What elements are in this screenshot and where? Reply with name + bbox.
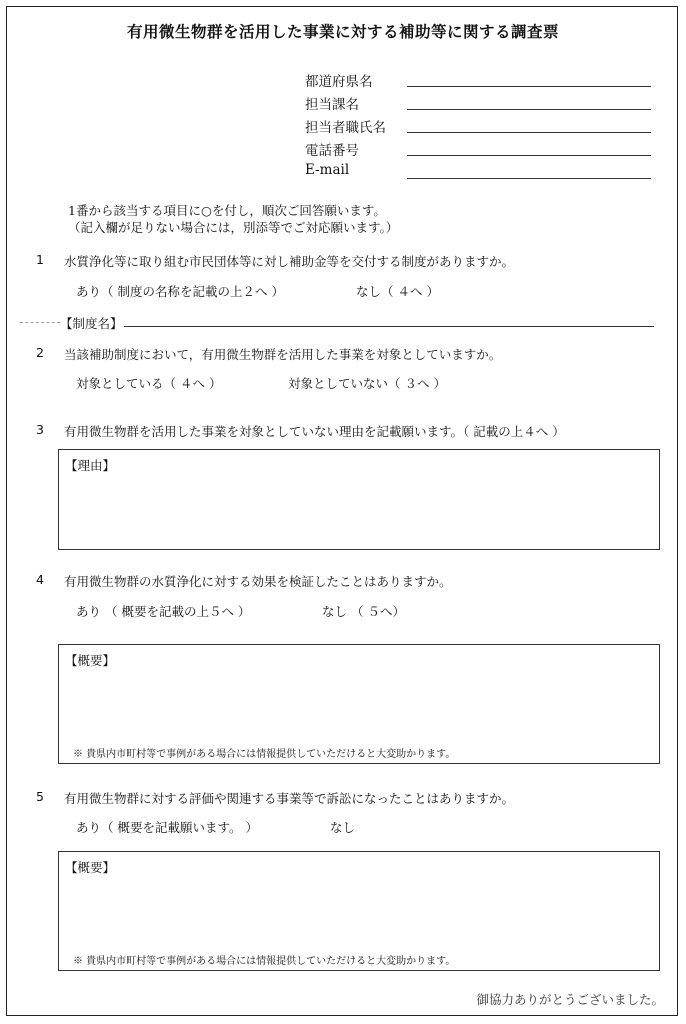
question-3-number: 3 (36, 422, 44, 437)
program-name-label: 【制度名】 (60, 316, 123, 331)
scan-mark (20, 322, 60, 323)
question-5-text: 有用微生物群に対する評価や関連する事業等で訴訟になったことはありますか。 (64, 791, 515, 806)
instruction-line-2: （記入欄が足りない場合には，別添等でご対応願います。） (68, 220, 399, 235)
phone-input-line[interactable] (407, 155, 651, 156)
verification-box-note: ※ 貴県内市町村等で事例がある場合には情報提供していただけると大変助かります。 (73, 749, 456, 760)
reason-answer-box[interactable] (58, 449, 660, 550)
question-1-option-yes[interactable]: あり（ 制度の名称を記載の上２へ ） (76, 284, 284, 299)
program-name-input-line[interactable] (124, 326, 654, 327)
litigation-box-note: ※ 貴県内市町村等で事例がある場合には情報提供していただけると大変助かります。 (73, 956, 456, 967)
prefecture-input-line[interactable] (407, 86, 651, 87)
question-2-number: 2 (36, 345, 44, 360)
question-1-number: 1 (36, 252, 44, 267)
question-2-option-yes[interactable]: 対象としている（ ４へ ） (76, 376, 222, 391)
question-1-option-no[interactable]: なし（ ４へ ） (356, 284, 439, 299)
email-label: E-mail (305, 162, 350, 178)
question-1-text: 水質浄化等に取り組む市民団体等に対し補助金等を交付する制度がありますか。 (64, 254, 515, 269)
officer-name-label: 担当者職氏名 (305, 120, 386, 136)
instruction-line-1: 1番から該当する項目に○を付し，順次ご回答願います。 (68, 203, 386, 218)
officer-name-input-line[interactable] (407, 132, 651, 133)
question-4-option-yes[interactable]: あり （ 概要を記載の上５へ ） (76, 604, 251, 619)
department-input-line[interactable] (407, 109, 651, 110)
phone-label: 電話番号 (305, 143, 359, 159)
question-4-option-no[interactable]: なし （ ５へ） (322, 604, 405, 619)
question-2-option-no[interactable]: 対象としていない（ ３へ ） (288, 376, 446, 391)
prefecture-label: 都道府県名 (305, 74, 373, 90)
question-5-option-yes[interactable]: あり（ 概要を記載願います。 ） (76, 820, 258, 835)
question-5-number: 5 (36, 789, 44, 804)
reason-box-label: 【理由】 (65, 458, 116, 473)
page-title: 有用微生物群を活用した事業に対する補助等に関する調査票 (126, 23, 559, 41)
closing-message: 御協力ありがとうございました。 (476, 992, 664, 1007)
question-5-option-no[interactable]: なし (330, 820, 356, 835)
verification-box-label: 【概要】 (65, 653, 116, 668)
verification-summary-box[interactable] (58, 644, 660, 764)
litigation-box-label: 【概要】 (65, 860, 116, 875)
question-4-number: 4 (36, 572, 44, 587)
email-input-line[interactable] (407, 178, 651, 179)
question-4-text: 有用微生物群の水質浄化に対する効果を検証したことはありますか。 (64, 574, 452, 589)
question-2-text: 当該補助制度において，有用微生物群を活用した事業を対象としていますか。 (64, 347, 502, 362)
litigation-summary-box[interactable] (58, 851, 660, 971)
department-label: 担当課名 (305, 97, 359, 113)
question-3-text: 有用微生物群を活用した事業を対象としていない理由を記載願います。（ 記載の上４へ ） (64, 424, 565, 439)
